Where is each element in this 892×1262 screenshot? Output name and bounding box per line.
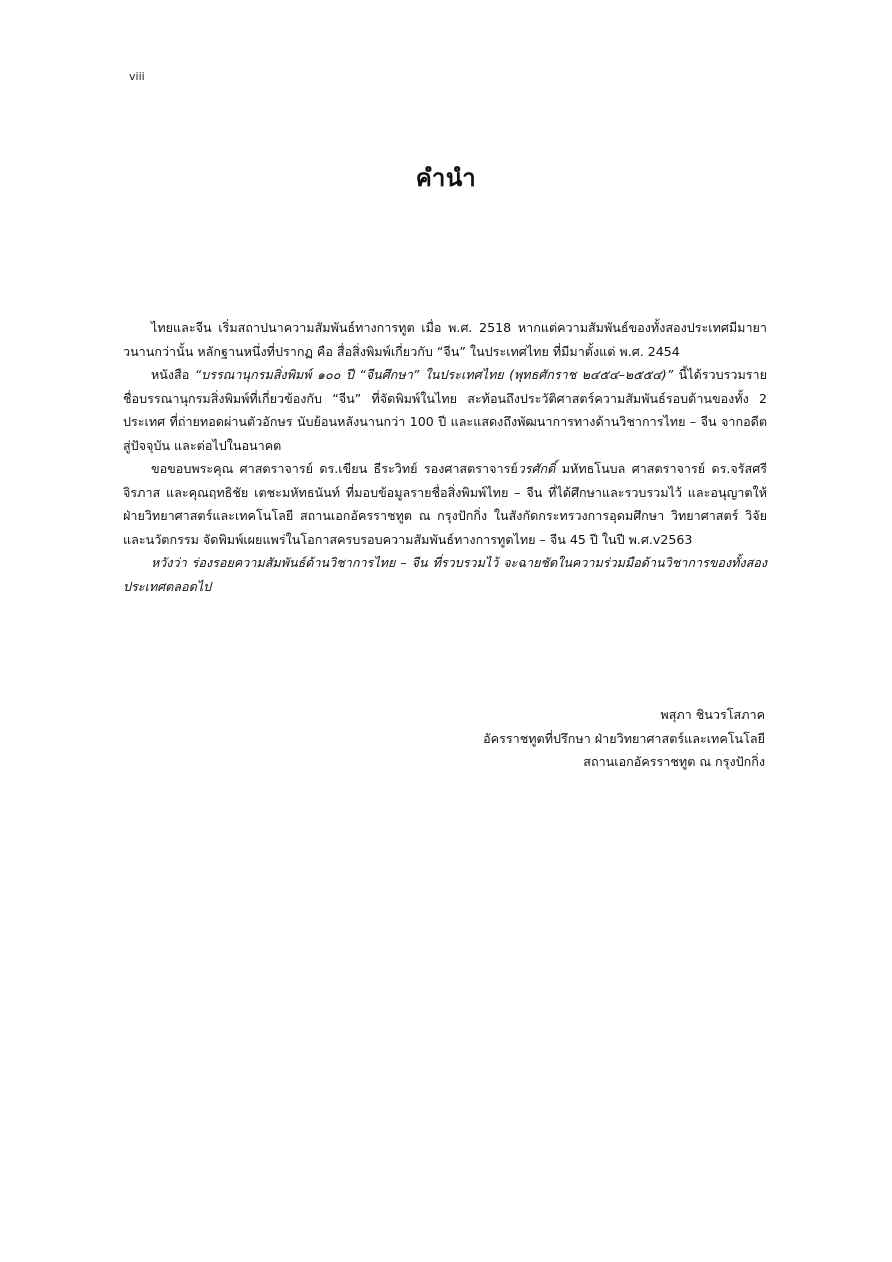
paragraph-2-prefix: หนังสือ [151, 367, 195, 382]
page-title: คำนำ [415, 164, 477, 192]
paragraph-4-text: หวังว่า ร่องรอยความสัมพันธ์ด้านวิชาการไทย – จีน ที่รวบรวมไว้ จะฉายชัดในความร่วมมือด้านวิชาการของทั้งสองประเทศตลอดไป [123, 555, 767, 594]
preface-body [123, 316, 767, 598]
paragraph-2-suffix: นี้ได้รวบรวมรายชื่อบรรณานุกรมสิ่งพิมพ์ที่เกี่ยวข้องกับ “จีน” ที่จัดพิมพ์ในไทย สะท้อนถึงประวัติศาสตร์ความสัมพันธ์รอบด้านของทั้ง 2 ประเทศ ที่ถ่ายทอดผ่านตัวอักษร นับย้อนหลังนานกว่า 100 ปี และแสดงถึงพัฒนาการทางด้านวิชาการไทย – จีน จากอดีต สู่ปัจจุบัน และต่อไปในอนาคต [123, 367, 767, 453]
signer-office: สถานเอกอัครราชทูต ณ กรุงปักกิ่ง [583, 754, 765, 769]
paragraph-3-suffix: มหัทธโนบล ศาสตราจารย์ ดร.จรัสศรี จิรภาส และคุณฤทธิชัย เตชะมหัทธนันท์ ที่มอบข้อมูลรายชื่อสิ่งพิมพ์ไทย – จีน ที่ได้ศึกษาและรวบรวมไว้ และอนุญาตให้ฝ่ายวิทยาศาสตร์และเทคโนโลยี สถานเอกอัครราชทูต ณ กรุงปักกิ่ง ในสังกัดกระทรวงการอุดมศึกษา วิทยาศาสตร์ วิจัยและนวัตกรรม จัดพิมพ์เผยแพร่ในโอกาสครบรอบความสัมพันธ์ทางการทูตไทย – จีน 45 ปี ในปี พ.ศ.v2563 [123, 461, 767, 547]
book-title: “บรรณานุกรมสิ่งพิมพ์ ๑๐๐ ปี “จีนศึกษา” ในประเทศไทย (พุทธศักราช ๒๔๕๔–๒๕๕๔)” [194, 367, 674, 382]
paragraph-2 [123, 363, 767, 457]
signer-name: พสุภา ชินวรโสภาค [660, 707, 765, 722]
signature-block [483, 703, 765, 774]
signer-position: อัครราชทูตที่ปรึกษา ฝ่ายวิทยาศาสตร์และเทคโนโลยี [483, 730, 765, 746]
paragraph-4 [123, 551, 767, 598]
paragraph-3 [123, 457, 767, 551]
page-number: viii [129, 70, 145, 83]
paragraph-3-italic: วรศักดิ์ [517, 461, 556, 476]
paragraph-1: ไทยและจีน เริ่มสถาปนาความสัมพันธ์ทางการทูต เมื่อ พ.ศ. 2518 หากแต่ความสัมพันธ์ของทั้งสองประเทศมีมายาวนานกว่านั้น หลักฐานหนึ่งที่ปรากฏ คือ สื่อสิ่งพิมพ์เกี่ยวกับ “จีน” ในประเทศไทย ที่มีมาตั้งแต่ พ.ศ. 2454 [123, 320, 767, 359]
paragraph-3-prefix: ขอขอบพระคุณ ศาสตราจารย์ ดร.เขียน ธีระวิทย์ รองศาสตราจารย์ [151, 461, 518, 476]
